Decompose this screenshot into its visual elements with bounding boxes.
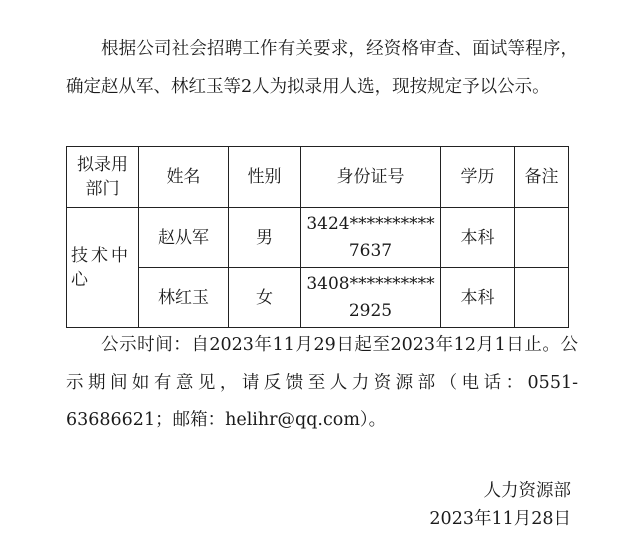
id-number-cell [301,208,441,268]
notice-period-paragraph: 公示时间：自2023年11月29日起至2023年12月1日止。公示期间如有意见，请反馈至人力资源部（电话：0551-63686621；邮箱：helihr@qq.com）。 [66,335,578,430]
education-cell: 本科 [441,268,515,328]
department-cell: 技术中心 [67,208,139,328]
signature-date: 2023年11月28日 [429,509,571,529]
remark-cell [515,268,569,328]
signature-organization: 人力资源部 [483,481,571,501]
id-number-line2: 7637 [348,240,393,261]
id-number-cell [301,268,441,328]
header-name: 姓名 [139,147,229,208]
table-row [67,208,569,268]
header-gender: 性别 [229,147,301,208]
id-number-line1: 3408********** [306,273,435,294]
table-header-row [67,147,569,208]
candidate-table [66,146,569,328]
name-cell: 赵从军 [139,208,229,268]
intro-paragraph: 根据公司社会招聘工作有关要求，经资格审查、面试等程序，确定赵从军、林红玉等2人为拟录用人选，现按规定予以公示。 [66,39,578,97]
id-number-line2: 2925 [348,300,393,321]
header-remark: 备注 [515,147,569,208]
header-id-number: 身份证号 [301,147,441,208]
remark-cell [515,208,569,268]
gender-cell: 女 [229,268,301,328]
education-cell: 本科 [441,208,515,268]
id-number-line1: 3424********** [306,213,435,234]
header-department: 拟录用部门 [67,147,139,208]
gender-cell: 男 [229,208,301,268]
table-row [67,268,569,328]
header-education: 学历 [441,147,515,208]
name-cell: 林红玉 [139,268,229,328]
